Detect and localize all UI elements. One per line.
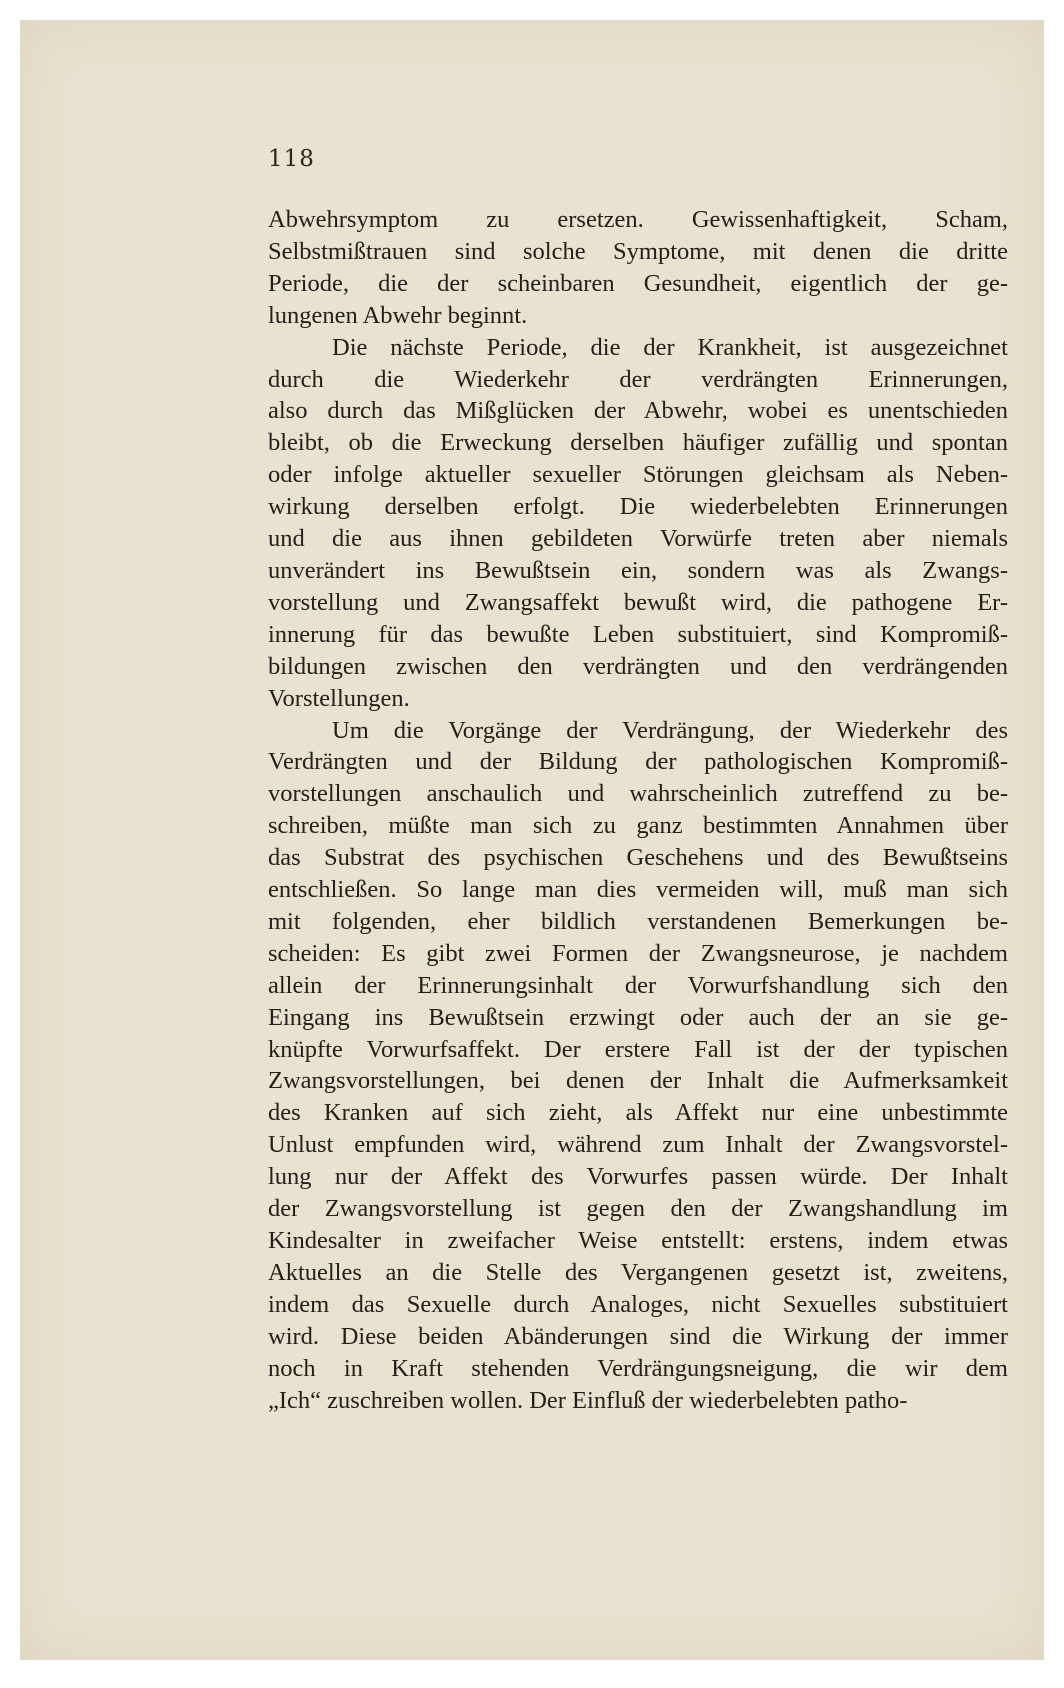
text-line: vorstellung und Zwangsaffekt bewußt wird, die pathogene Er-	[268, 588, 1008, 616]
page-number: 118	[268, 146, 315, 172]
text-line: unverändert ins Bewußtsein ein, sondern was als Zwangs-	[268, 556, 1008, 584]
text-line: oder infolge aktueller sexueller Störungen gleichsam als Neben-	[268, 461, 1008, 489]
text-line: noch in Kraft stehenden Verdrängungsneigung, die wir dem	[268, 1354, 1008, 1382]
text-line: das Substrat des psychischen Geschehens und des Bewußtseins	[268, 844, 1008, 872]
text-line: durch die Wiederkehr der verdrängten Erinnerungen,	[268, 365, 1008, 393]
text-line: und die aus ihnen gebildeten Vorwürfe treten aber niemals	[268, 525, 1008, 553]
text-line: Unlust empfunden wird, während zum Inhalt der Zwangsvorstel-	[268, 1131, 1008, 1159]
text-line: innerung für das bewußte Leben substituiert, sind Kompromiß-	[268, 620, 1008, 648]
text-line: wirkung derselben erfolgt. Die wiederbelebten Erinnerungen	[268, 493, 1008, 521]
text-line: wird. Diese beiden Abänderungen sind die Wirkung der immer	[268, 1322, 1008, 1350]
book-page	[20, 20, 1044, 1660]
text-line: Abwehrsymptom zu ersetzen. Gewissenhaftigkeit, Scham,	[268, 206, 1008, 233]
text-line: mit folgenden, eher bildlich verstandenen Bemerkungen be-	[268, 907, 1008, 935]
text-line: knüpfte Vorwurfsaffekt. Der erstere Fall ist der der typischen	[268, 1035, 1008, 1063]
text-line: entschließen. So lange man dies vermeiden will, muß man sich	[268, 876, 1008, 904]
text-line: schreiben, müßte man sich zu ganz bestimmten Annahmen über	[268, 812, 1008, 840]
text-line: indem das Sexuelle durch Analoges, nicht Sexuelles substituiert	[268, 1290, 1008, 1318]
text-line: Vorstellungen.	[268, 684, 410, 712]
text-line: bleibt, ob die Erweckung derselben häufiger zufällig und spontan	[268, 429, 1008, 457]
text-line: Periode, die der scheinbaren Gesundheit, eigentlich der ge-	[268, 269, 1008, 297]
text-line: Eingang ins Bewußtsein erzwingt oder auch der an sie ge-	[268, 1003, 1008, 1031]
text-line: scheiden: Es gibt zwei Formen der Zwangsneurose, je nachdem	[268, 939, 1008, 967]
text-line: lung nur der Affekt des Vorwurfes passen würde. Der Inhalt	[268, 1163, 1008, 1191]
text-line: Um die Vorgänge der Verdrängung, der Wiederkehr des	[332, 716, 1008, 744]
text-line: Zwangsvorstellungen, bei denen der Inhalt die Aufmerksamkeit	[268, 1067, 1008, 1095]
text-line: bildungen zwischen den verdrängten und den verdrängenden	[268, 652, 1008, 680]
text-line: Selbstmißtrauen sind solche Symptome, mit denen die dritte	[268, 237, 1008, 265]
text-line: Verdrängten und der Bildung der pathologischen Kompromiß-	[268, 748, 1008, 776]
text-line: des Kranken auf sich zieht, als Affekt nur eine unbestimmte	[268, 1099, 1008, 1127]
text-line: also durch das Mißglücken der Abwehr, wobei es unentschieden	[268, 397, 1008, 425]
text-line: „Ich“ zuschreiben wollen. Der Einfluß der wiederbelebten patho-	[268, 1386, 908, 1414]
text-line: allein der Erinnerungsinhalt der Vorwurfshandlung sich den	[268, 971, 1008, 999]
text-line: der Zwangsvorstellung ist gegen den der Zwangshandlung im	[268, 1195, 1008, 1223]
text-line: Die nächste Periode, die der Krankheit, ist ausgezeichnet	[332, 333, 1008, 361]
text-line: vorstellungen anschaulich und wahrscheinlich zutreffend zu be-	[268, 780, 1008, 808]
body-text	[268, 204, 1008, 1416]
text-line: Aktuelles an die Stelle des Vergangenen gesetzt ist, zweitens,	[268, 1258, 1008, 1286]
text-line: Kindesalter in zweifacher Weise entstellt: erstens, indem etwas	[268, 1227, 1008, 1254]
text-line: lungenen Abwehr beginnt.	[268, 301, 528, 329]
